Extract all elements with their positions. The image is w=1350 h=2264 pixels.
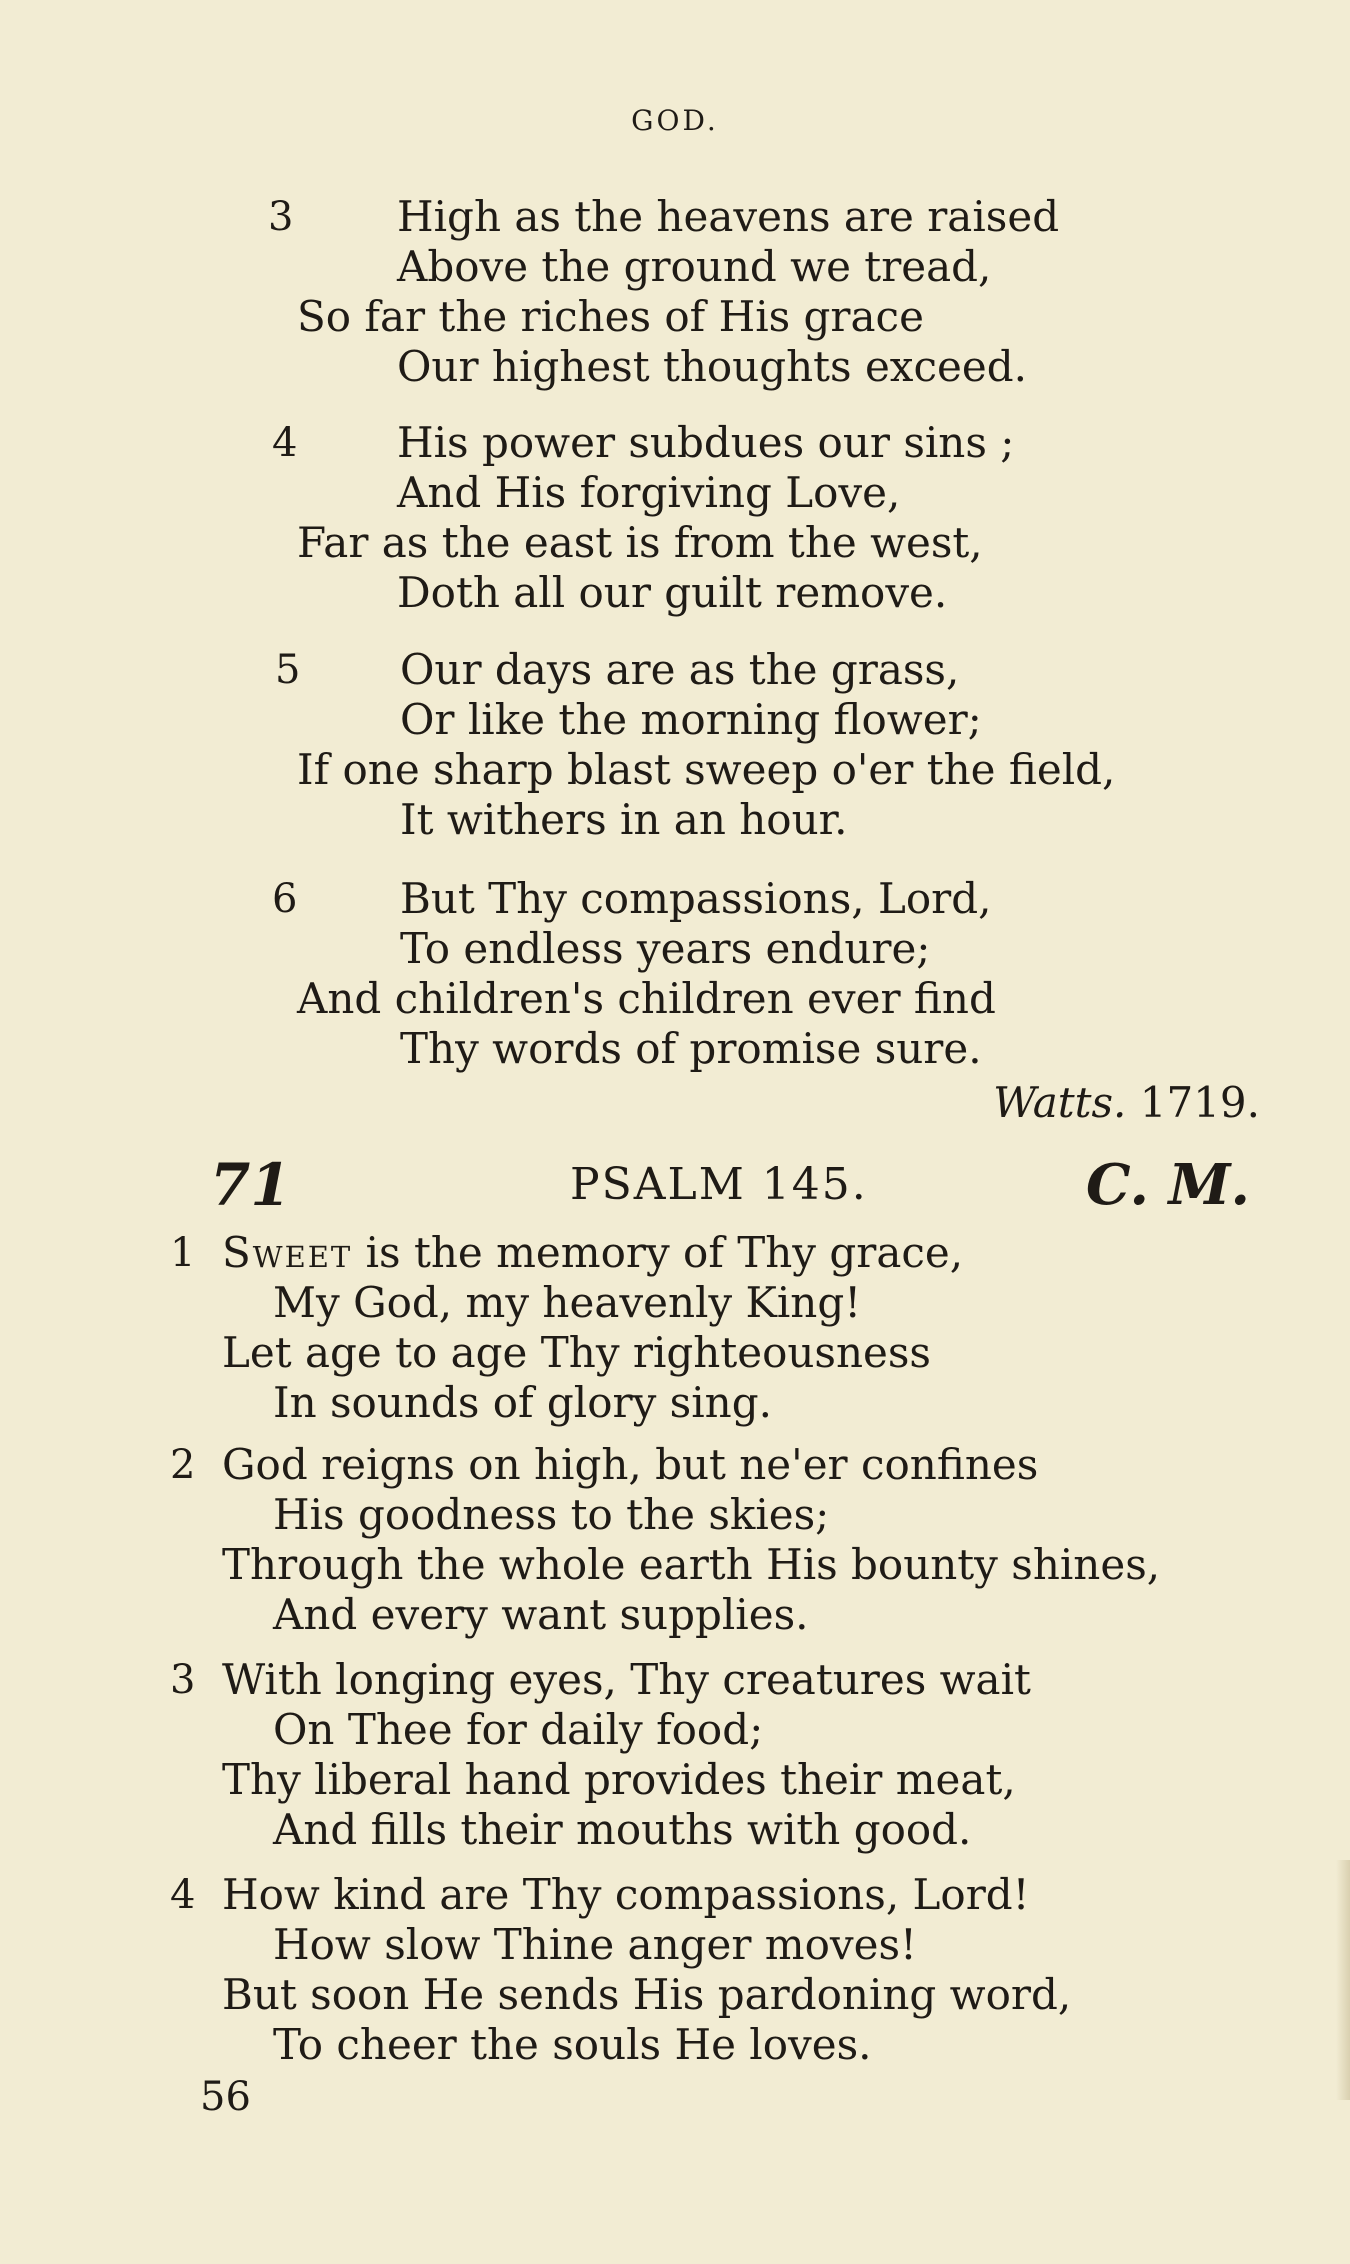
verse-line: Or like the morning flower; [400, 695, 982, 744]
verse-line: Far as the east is from the west, [297, 518, 983, 567]
page-number: 56 [200, 2074, 251, 2120]
hymn-title: PSALM 145. [570, 1159, 868, 1210]
running-head: GOD. [631, 104, 719, 137]
verse-line-rest: is the memory of Thy grace, [352, 1228, 964, 1277]
attribution [993, 1078, 1260, 1128]
verse-line: God reigns on high, but ne'er confines [222, 1440, 1039, 1489]
stanza-number: 4 [272, 420, 298, 466]
verse-line: High as the heavens are raised [397, 192, 1060, 241]
verse-line: Let age to age Thy righteousness [222, 1328, 931, 1377]
verse-line: To cheer the souls He loves. [273, 2020, 872, 2069]
first-word: Sweet [222, 1228, 353, 1277]
author-name: Watts. [993, 1078, 1127, 1127]
hymn-meter: C. M. [1085, 1152, 1250, 1218]
verse-line: And children's children ever find [297, 974, 996, 1023]
scan-shadow [1336, 1860, 1350, 2100]
verse-line: Through the whole earth His bounty shines, [222, 1540, 1161, 1589]
verse-line [222, 1228, 963, 1278]
verse-line: Our days are as the grass, [400, 645, 960, 694]
stanza-number: 2 [170, 1442, 196, 1488]
hymn-number: 71 [210, 1151, 291, 1219]
verse-line: To endless years endure; [400, 924, 931, 973]
stanza-number: 5 [275, 647, 301, 693]
verse-line: It withers in an hour. [400, 795, 848, 844]
author-year: 1719. [1139, 1078, 1260, 1127]
verse-line: His goodness to the skies; [273, 1490, 830, 1539]
verse-line: On Thee for daily food; [273, 1705, 764, 1754]
verse-line: How slow Thine anger moves! [273, 1920, 917, 1969]
verse-line: And fills their mouths with good. [273, 1805, 972, 1854]
verse-line: His power subdues our sins ; [397, 418, 1015, 467]
stanza-number: 4 [170, 1872, 196, 1918]
verse-line: And His forgiving Love, [397, 468, 901, 517]
verse-line: Doth all our guilt remove. [397, 568, 948, 617]
verse-line: So far the riches of His grace [297, 292, 924, 341]
verse-line: My God, my heavenly King! [273, 1278, 862, 1327]
stanza-number: 3 [170, 1657, 196, 1703]
verse-line: And every want supplies. [273, 1590, 809, 1639]
hymn-header [0, 1150, 1350, 1220]
verse-line: But Thy compassions, Lord, [400, 874, 992, 923]
verse-line: Our highest thoughts exceed. [397, 342, 1027, 391]
stanza-number: 6 [272, 876, 298, 922]
verse-line: How kind are Thy compassions, Lord! [222, 1870, 1030, 1919]
verse-line: But soon He sends His pardoning word, [222, 1970, 1072, 2019]
stanza-number: 1 [170, 1230, 196, 1276]
verse-line: Above the ground we tread, [397, 242, 992, 291]
verse-line: With longing eyes, Thy creatures wait [222, 1655, 1031, 1704]
verse-line: In sounds of glory sing. [273, 1378, 772, 1427]
verse-line: Thy liberal hand provides their meat, [222, 1755, 1016, 1804]
verse-line: If one sharp blast sweep o'er the field, [297, 745, 1116, 794]
verse-line: Thy words of promise sure. [400, 1024, 982, 1073]
stanza-number: 3 [268, 194, 294, 240]
